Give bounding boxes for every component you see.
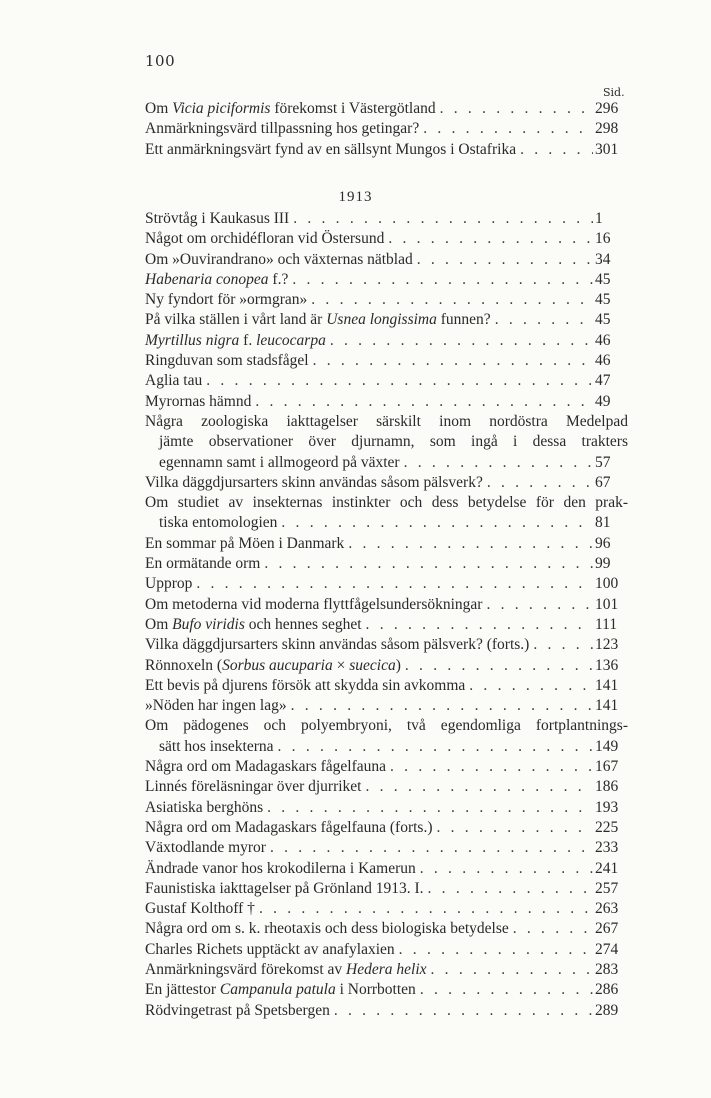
entry-title bbox=[145, 859, 416, 879]
entry-page: 289 bbox=[595, 1001, 619, 1019]
entry-title bbox=[145, 290, 307, 310]
entry-title bbox=[145, 310, 491, 330]
leader-dots bbox=[362, 615, 593, 635]
entry-title-italic: leucocarpa bbox=[256, 331, 326, 349]
toc-group-c bbox=[145, 757, 628, 1021]
entry-title-text: f.? bbox=[268, 270, 289, 288]
leader-dots bbox=[274, 737, 593, 757]
entry-title-text: förekomst i Västergötland bbox=[270, 100, 436, 117]
entry-title-text: Gustaf Kolthoff † bbox=[145, 900, 255, 918]
entry-title bbox=[145, 554, 260, 574]
toc-entry[interactable] bbox=[145, 899, 628, 919]
toc-entry[interactable] bbox=[145, 859, 628, 879]
toc-entry[interactable] bbox=[145, 818, 628, 838]
toc-entry[interactable] bbox=[145, 656, 628, 676]
toc-entry[interactable] bbox=[145, 919, 628, 939]
entry-page: 34 bbox=[595, 250, 611, 268]
page-number: 100 bbox=[145, 52, 176, 70]
entry-page: 45 bbox=[595, 291, 611, 309]
entry-title-text: Växtodlande myror bbox=[145, 839, 266, 857]
entry-title-text: Upprop bbox=[145, 575, 193, 593]
toc-entry[interactable] bbox=[145, 229, 628, 249]
entry-title bbox=[145, 899, 255, 919]
leader-dots bbox=[288, 270, 593, 290]
leader-dots bbox=[424, 879, 593, 899]
entry-title bbox=[145, 392, 251, 412]
toc-entry[interactable] bbox=[145, 574, 628, 594]
entry-title bbox=[145, 940, 395, 960]
entry-title-line: Om studiet av insekternas instinkter och dess betydelse för den prak- bbox=[145, 494, 628, 512]
entry-page: 67 bbox=[595, 473, 611, 491]
entry-title-text: Linnés föreläsningar över djurriket bbox=[145, 778, 362, 796]
entry-title-text: Ett bevis på djurens försök att skydda sin avkomma bbox=[145, 676, 466, 694]
entry-page: 46 bbox=[595, 352, 611, 370]
entry-title-text: Ändrade vanor hos krokodilerna i Kamerun bbox=[145, 859, 416, 877]
leader-dots bbox=[289, 209, 593, 229]
toc-1912 bbox=[145, 99, 628, 160]
toc-entry[interactable] bbox=[145, 310, 628, 330]
leader-dots bbox=[251, 392, 593, 412]
toc-entry[interactable] bbox=[145, 980, 628, 1000]
entry-title bbox=[145, 676, 465, 696]
entry-page: 136 bbox=[595, 656, 619, 674]
entry-page: 45 bbox=[595, 311, 611, 329]
leader-dots bbox=[436, 99, 593, 119]
entry-title bbox=[145, 119, 419, 139]
toc-entry[interactable] bbox=[145, 879, 628, 899]
toc-entry[interactable] bbox=[145, 119, 628, 139]
entry-page: 100 bbox=[595, 575, 619, 593]
leader-dots bbox=[416, 859, 593, 879]
entry-title bbox=[145, 574, 192, 594]
entry-page: 16 bbox=[595, 230, 611, 248]
toc-entry[interactable] bbox=[145, 960, 628, 980]
entry-title-text: funnen? bbox=[436, 311, 491, 329]
entry-title bbox=[145, 960, 427, 980]
entry-title-text: Ett anmärkningsvärt fynd av en sällsynt Mungos i Ostafrika bbox=[145, 140, 517, 158]
entry-page: 186 bbox=[595, 778, 619, 796]
entry-title-text: Ny fyndort för »ormgran» bbox=[145, 291, 308, 309]
leader-dots bbox=[384, 229, 593, 249]
leader-dots bbox=[202, 371, 593, 391]
entry-title-text: och hennes seghet bbox=[244, 615, 362, 633]
entry-title bbox=[145, 229, 384, 249]
entry-page: 274 bbox=[595, 940, 619, 958]
leader-dots bbox=[401, 656, 593, 676]
entry-page: 257 bbox=[595, 879, 619, 897]
entry-page: 298 bbox=[595, 120, 619, 138]
entry-title bbox=[145, 879, 424, 899]
entry-title-text: Myrornas hämnd bbox=[145, 392, 252, 410]
entry-title-text: Ringduvan som stadsfågel bbox=[145, 352, 309, 370]
entry-title-italic: Habenaria conopea bbox=[145, 270, 269, 288]
leader-dots bbox=[416, 980, 593, 1000]
entry-page: 96 bbox=[595, 534, 611, 552]
entry-page: 45 bbox=[595, 270, 611, 288]
leader-dots bbox=[482, 595, 593, 615]
entry-title bbox=[145, 777, 362, 797]
entry-title-italic: Vicia piciformis bbox=[172, 100, 271, 117]
toc-entry[interactable] bbox=[145, 250, 628, 270]
toc-entry[interactable] bbox=[145, 676, 628, 696]
leader-dots bbox=[362, 777, 594, 797]
entry-title-text: f. bbox=[239, 331, 257, 349]
entry-title-text: Vilka däggdjursarters skinn användas såsom pälsverk? (forts.) bbox=[145, 636, 530, 654]
entry-title-text: Om »Ouvirandrano» och växternas nätblad bbox=[145, 250, 413, 268]
leader-dots bbox=[260, 554, 593, 574]
entry-title-line: tiska entomologien bbox=[159, 514, 278, 532]
toc-entry[interactable] bbox=[145, 940, 628, 960]
toc-entry[interactable] bbox=[145, 270, 628, 290]
toc-entry[interactable] bbox=[145, 140, 628, 160]
toc-1913 bbox=[145, 209, 628, 1021]
entry-title-text: Rönnoxeln ( bbox=[145, 656, 223, 674]
leader-dots bbox=[483, 473, 593, 493]
leader-dots bbox=[266, 838, 593, 858]
leader-dots bbox=[395, 940, 593, 960]
toc-entry[interactable] bbox=[145, 493, 628, 534]
toc-group-b bbox=[145, 534, 628, 717]
entry-title bbox=[145, 980, 416, 1000]
entry-page: 101 bbox=[595, 595, 619, 613]
entry-title-text: Något om orchidéfloran vid Östersund bbox=[145, 230, 385, 248]
entry-title-italic: Usnea longissima bbox=[326, 311, 437, 329]
entry-title-italic: Hedera helix bbox=[346, 960, 427, 978]
entry-title-text: En jättestor bbox=[145, 981, 220, 999]
entry-title-italic: Myrtillus nigra bbox=[145, 331, 240, 349]
entry-title-line: Om pädogenes och polyembryoni, två egendomliga fortplantnings- bbox=[145, 717, 628, 735]
toc-entry[interactable] bbox=[145, 473, 628, 493]
entry-title bbox=[145, 635, 529, 655]
entry-page: 193 bbox=[595, 798, 619, 816]
entry-title bbox=[145, 209, 289, 229]
entry-title-text: Anmärkningsvärd förekomst av bbox=[145, 960, 347, 978]
leader-dots bbox=[330, 1001, 593, 1021]
toc-entry[interactable] bbox=[145, 696, 628, 716]
entry-title-text: Om bbox=[145, 615, 173, 633]
toc-entry[interactable] bbox=[145, 554, 628, 574]
entry-title-text: i Norrbotten bbox=[335, 981, 416, 999]
entry-title bbox=[145, 534, 344, 554]
entry-page: 225 bbox=[595, 818, 619, 836]
entry-page: 46 bbox=[595, 331, 611, 349]
entry-page: 301 bbox=[595, 140, 619, 158]
toc-entry[interactable] bbox=[145, 838, 628, 858]
toc-entry[interactable] bbox=[145, 595, 628, 615]
leader-dots bbox=[307, 290, 593, 310]
entry-title-text: Strövtåg i Kaukasus III bbox=[145, 210, 290, 227]
toc-entry[interactable] bbox=[145, 371, 628, 391]
entry-page: 286 bbox=[595, 981, 619, 999]
toc-entry[interactable] bbox=[145, 290, 628, 310]
entry-title bbox=[145, 798, 263, 818]
entry-title-text: Aglia tau bbox=[145, 372, 203, 390]
toc-entry[interactable] bbox=[145, 534, 628, 554]
entry-title-text: Rödvingetrast på Spetsbergen bbox=[145, 1001, 330, 1019]
entry-title bbox=[145, 270, 288, 290]
leader-dots bbox=[419, 119, 593, 139]
entry-title-line: sätt hos insekterna bbox=[159, 737, 274, 755]
entry-title-text: ) bbox=[395, 656, 401, 674]
entry-title-text: På vilka ställen i vårt land är bbox=[145, 311, 327, 329]
entry-page: 233 bbox=[595, 839, 619, 857]
entry-title bbox=[145, 757, 386, 777]
entry-title-line: jämte observationer över djurnamn, som ingå i dessa trakters bbox=[159, 433, 628, 451]
toc-entry[interactable] bbox=[145, 757, 628, 777]
toc-entry[interactable] bbox=[145, 777, 628, 797]
entry-page: 1 bbox=[595, 210, 603, 227]
toc-entry[interactable] bbox=[145, 635, 628, 655]
entry-title bbox=[145, 595, 482, 615]
leader-dots bbox=[255, 899, 593, 919]
entry-page: 241 bbox=[595, 859, 619, 877]
entry-title bbox=[145, 615, 362, 635]
leader-dots bbox=[287, 696, 593, 716]
year-heading: 1913 bbox=[338, 189, 373, 205]
entry-page: 267 bbox=[595, 920, 619, 938]
leader-dots bbox=[433, 818, 594, 838]
entry-title-text: Om metoderna vid moderna flyttfågelsundersökningar bbox=[145, 595, 483, 613]
entry-title-text: En sommar på Möen i Danmark bbox=[145, 534, 345, 552]
entry-title-text: »Nöden har ingen lag» bbox=[145, 697, 287, 715]
toc-entry[interactable] bbox=[145, 1001, 628, 1021]
entry-page: 81 bbox=[595, 514, 611, 532]
entry-page: 283 bbox=[595, 960, 619, 978]
entry-title: Vilka däggdjursarters skinn användas såsom pälsverk? bbox=[145, 473, 483, 491]
entry-title bbox=[145, 351, 309, 371]
toc-entry[interactable] bbox=[145, 99, 628, 119]
entry-page: 99 bbox=[595, 555, 611, 573]
entry-title-text: Om bbox=[145, 100, 173, 117]
entry-title-text: Några ord om Madagaskars fågelfauna bbox=[145, 758, 387, 776]
entry-title bbox=[145, 818, 433, 838]
leader-dots bbox=[509, 919, 593, 939]
entry-title-italic: Bufo viridis bbox=[172, 615, 245, 633]
toc-entry[interactable] bbox=[145, 412, 628, 473]
entry-title-text: Asiatiska berghöns bbox=[145, 798, 264, 816]
toc-entry[interactable] bbox=[145, 351, 628, 371]
entry-title-text: Charles Richets upptäckt av anafylaxien bbox=[145, 940, 395, 958]
toc-entry[interactable] bbox=[145, 392, 628, 412]
entry-title-text: Några ord om Madagaskars fågelfauna (forts.) bbox=[145, 818, 433, 836]
toc-group-a bbox=[145, 209, 628, 412]
entry-page: 47 bbox=[595, 372, 611, 390]
entry-title bbox=[145, 371, 202, 391]
entry-title bbox=[145, 919, 509, 939]
entry-page: 296 bbox=[595, 100, 619, 117]
entry-page: 49 bbox=[595, 392, 611, 410]
entry-page: 141 bbox=[595, 676, 619, 694]
leader-dots bbox=[309, 351, 593, 371]
entry-title-text: Anmärkningsvärd tillpassning hos getingar? bbox=[145, 120, 420, 138]
entry-title-text: En ormätande orm bbox=[145, 555, 261, 573]
entry-title-text: × bbox=[332, 656, 350, 674]
entry-title bbox=[145, 99, 436, 119]
leader-dots bbox=[465, 676, 593, 696]
leader-dots bbox=[516, 140, 593, 160]
entry-title bbox=[145, 1001, 330, 1021]
entry-page: 123 bbox=[595, 636, 619, 654]
leader-dots bbox=[529, 635, 593, 655]
entry-title bbox=[145, 250, 413, 270]
toc-entry[interactable] bbox=[145, 209, 628, 229]
entry-title bbox=[145, 656, 401, 676]
leader-dots bbox=[491, 310, 593, 330]
entry-title-text: Faunistiska iakttagelser på Grönland 1913. I. bbox=[145, 879, 424, 897]
entry-page: 167 bbox=[595, 758, 619, 776]
entry-title bbox=[145, 696, 287, 716]
leader-dots bbox=[386, 757, 593, 777]
entry-title-italic: Sorbus aucuparia bbox=[222, 656, 333, 674]
leader-dots bbox=[427, 960, 593, 980]
leader-dots bbox=[400, 453, 593, 473]
toc-entry[interactable] bbox=[145, 716, 628, 757]
leader-dots bbox=[326, 331, 593, 351]
entry-page: 263 bbox=[595, 900, 619, 918]
entry-title-text: Några ord om s. k. rheotaxis och dess biologiska betydelse bbox=[145, 920, 509, 938]
entry-title bbox=[145, 140, 516, 160]
entry-page: 111 bbox=[595, 615, 618, 633]
toc-entry[interactable] bbox=[145, 331, 628, 351]
toc-entry[interactable] bbox=[145, 798, 628, 818]
toc-entry[interactable] bbox=[145, 615, 628, 635]
entry-page: 57 bbox=[595, 453, 611, 471]
entry-title-italic: suecica bbox=[349, 656, 396, 674]
leader-dots bbox=[192, 574, 593, 594]
leader-dots bbox=[344, 534, 593, 554]
entry-title-line: egennamn samt i allmogeord på växter bbox=[159, 453, 400, 471]
entry-page: 149 bbox=[595, 737, 619, 755]
entry-title-italic: Campanula patula bbox=[219, 981, 336, 999]
entry-title-line: Några zoologiska iakttagelser särskilt inom nordöstra Medelpad bbox=[145, 412, 628, 430]
entry-page: 141 bbox=[595, 697, 619, 715]
entry-title bbox=[145, 331, 326, 351]
page-column-label: Sid. bbox=[603, 86, 625, 99]
leader-dots bbox=[413, 250, 593, 270]
leader-dots bbox=[277, 513, 593, 533]
entry-title bbox=[145, 838, 266, 858]
leader-dots bbox=[263, 798, 593, 818]
